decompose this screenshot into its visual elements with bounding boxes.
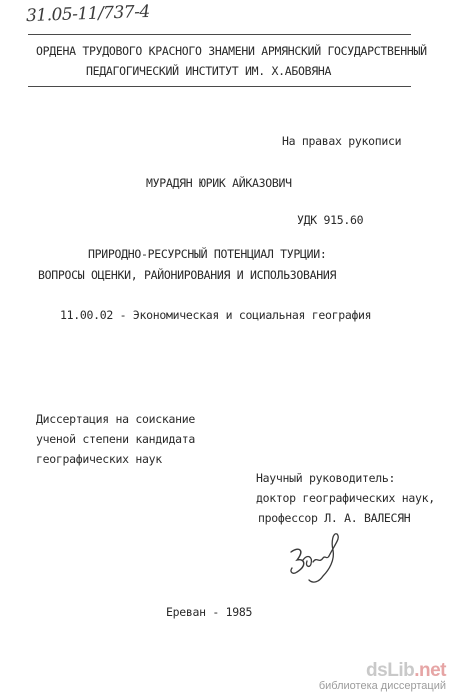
watermark xyxy=(319,660,446,692)
place-year: Ереван - 1985 xyxy=(166,605,253,619)
archive-mark: 31.05-11/737-4 xyxy=(25,1,151,27)
watermark-logo-tld: .net xyxy=(414,660,446,681)
specialty-code: 11.00.02 - Экономическая и социальная география xyxy=(60,308,372,322)
dissertation-line-3: географических наук xyxy=(36,452,162,466)
signature-icon xyxy=(283,530,353,590)
author-name: МУРАДЯН ЮРИК АЙКАЗОВИЧ xyxy=(146,176,292,190)
udc-code: УДК 915.60 xyxy=(297,213,364,227)
title-line-2: ВОПРОСЫ ОЦЕНКИ, РАЙОНИРОВАНИЯ И ИСПОЛЬЗОВАНИЯ xyxy=(38,268,337,282)
supervisor-name: профессор Л. А. ВАЛЕСЯН xyxy=(258,511,411,525)
watermark-subtitle: библиотека диссертаций xyxy=(318,680,446,692)
supervisor-degree: доктор географических наук, xyxy=(256,491,435,505)
header-line-2: ПЕДАГОГИЧЕСКИЙ ИНСТИТУТ ИМ. Х.АБОВЯНА xyxy=(86,64,332,78)
header-bottom-rule xyxy=(28,86,411,87)
rights-note: На правах рукописи xyxy=(282,134,402,148)
supervisor-label: Научный руководитель: xyxy=(256,471,396,485)
watermark-logo xyxy=(319,660,446,682)
watermark-logo-main: dsLib xyxy=(366,660,415,681)
title-line-1: ПРИРОДНО-РЕСУРСНЫЙ ПОТЕНЦИАЛ ТУРЦИИ: xyxy=(88,247,327,261)
dissertation-line-2: ученой степени кандидата xyxy=(36,432,195,446)
header-top-rule xyxy=(28,34,411,35)
header-line-1: ОРДЕНА ТРУДОВОГО КРАСНОГО ЗНАМЕНИ АРМЯНСКИЙ ГОСУДАРСТВЕННЫЙ xyxy=(36,44,427,58)
dissertation-line-1: Диссертация на соискание xyxy=(36,412,195,426)
